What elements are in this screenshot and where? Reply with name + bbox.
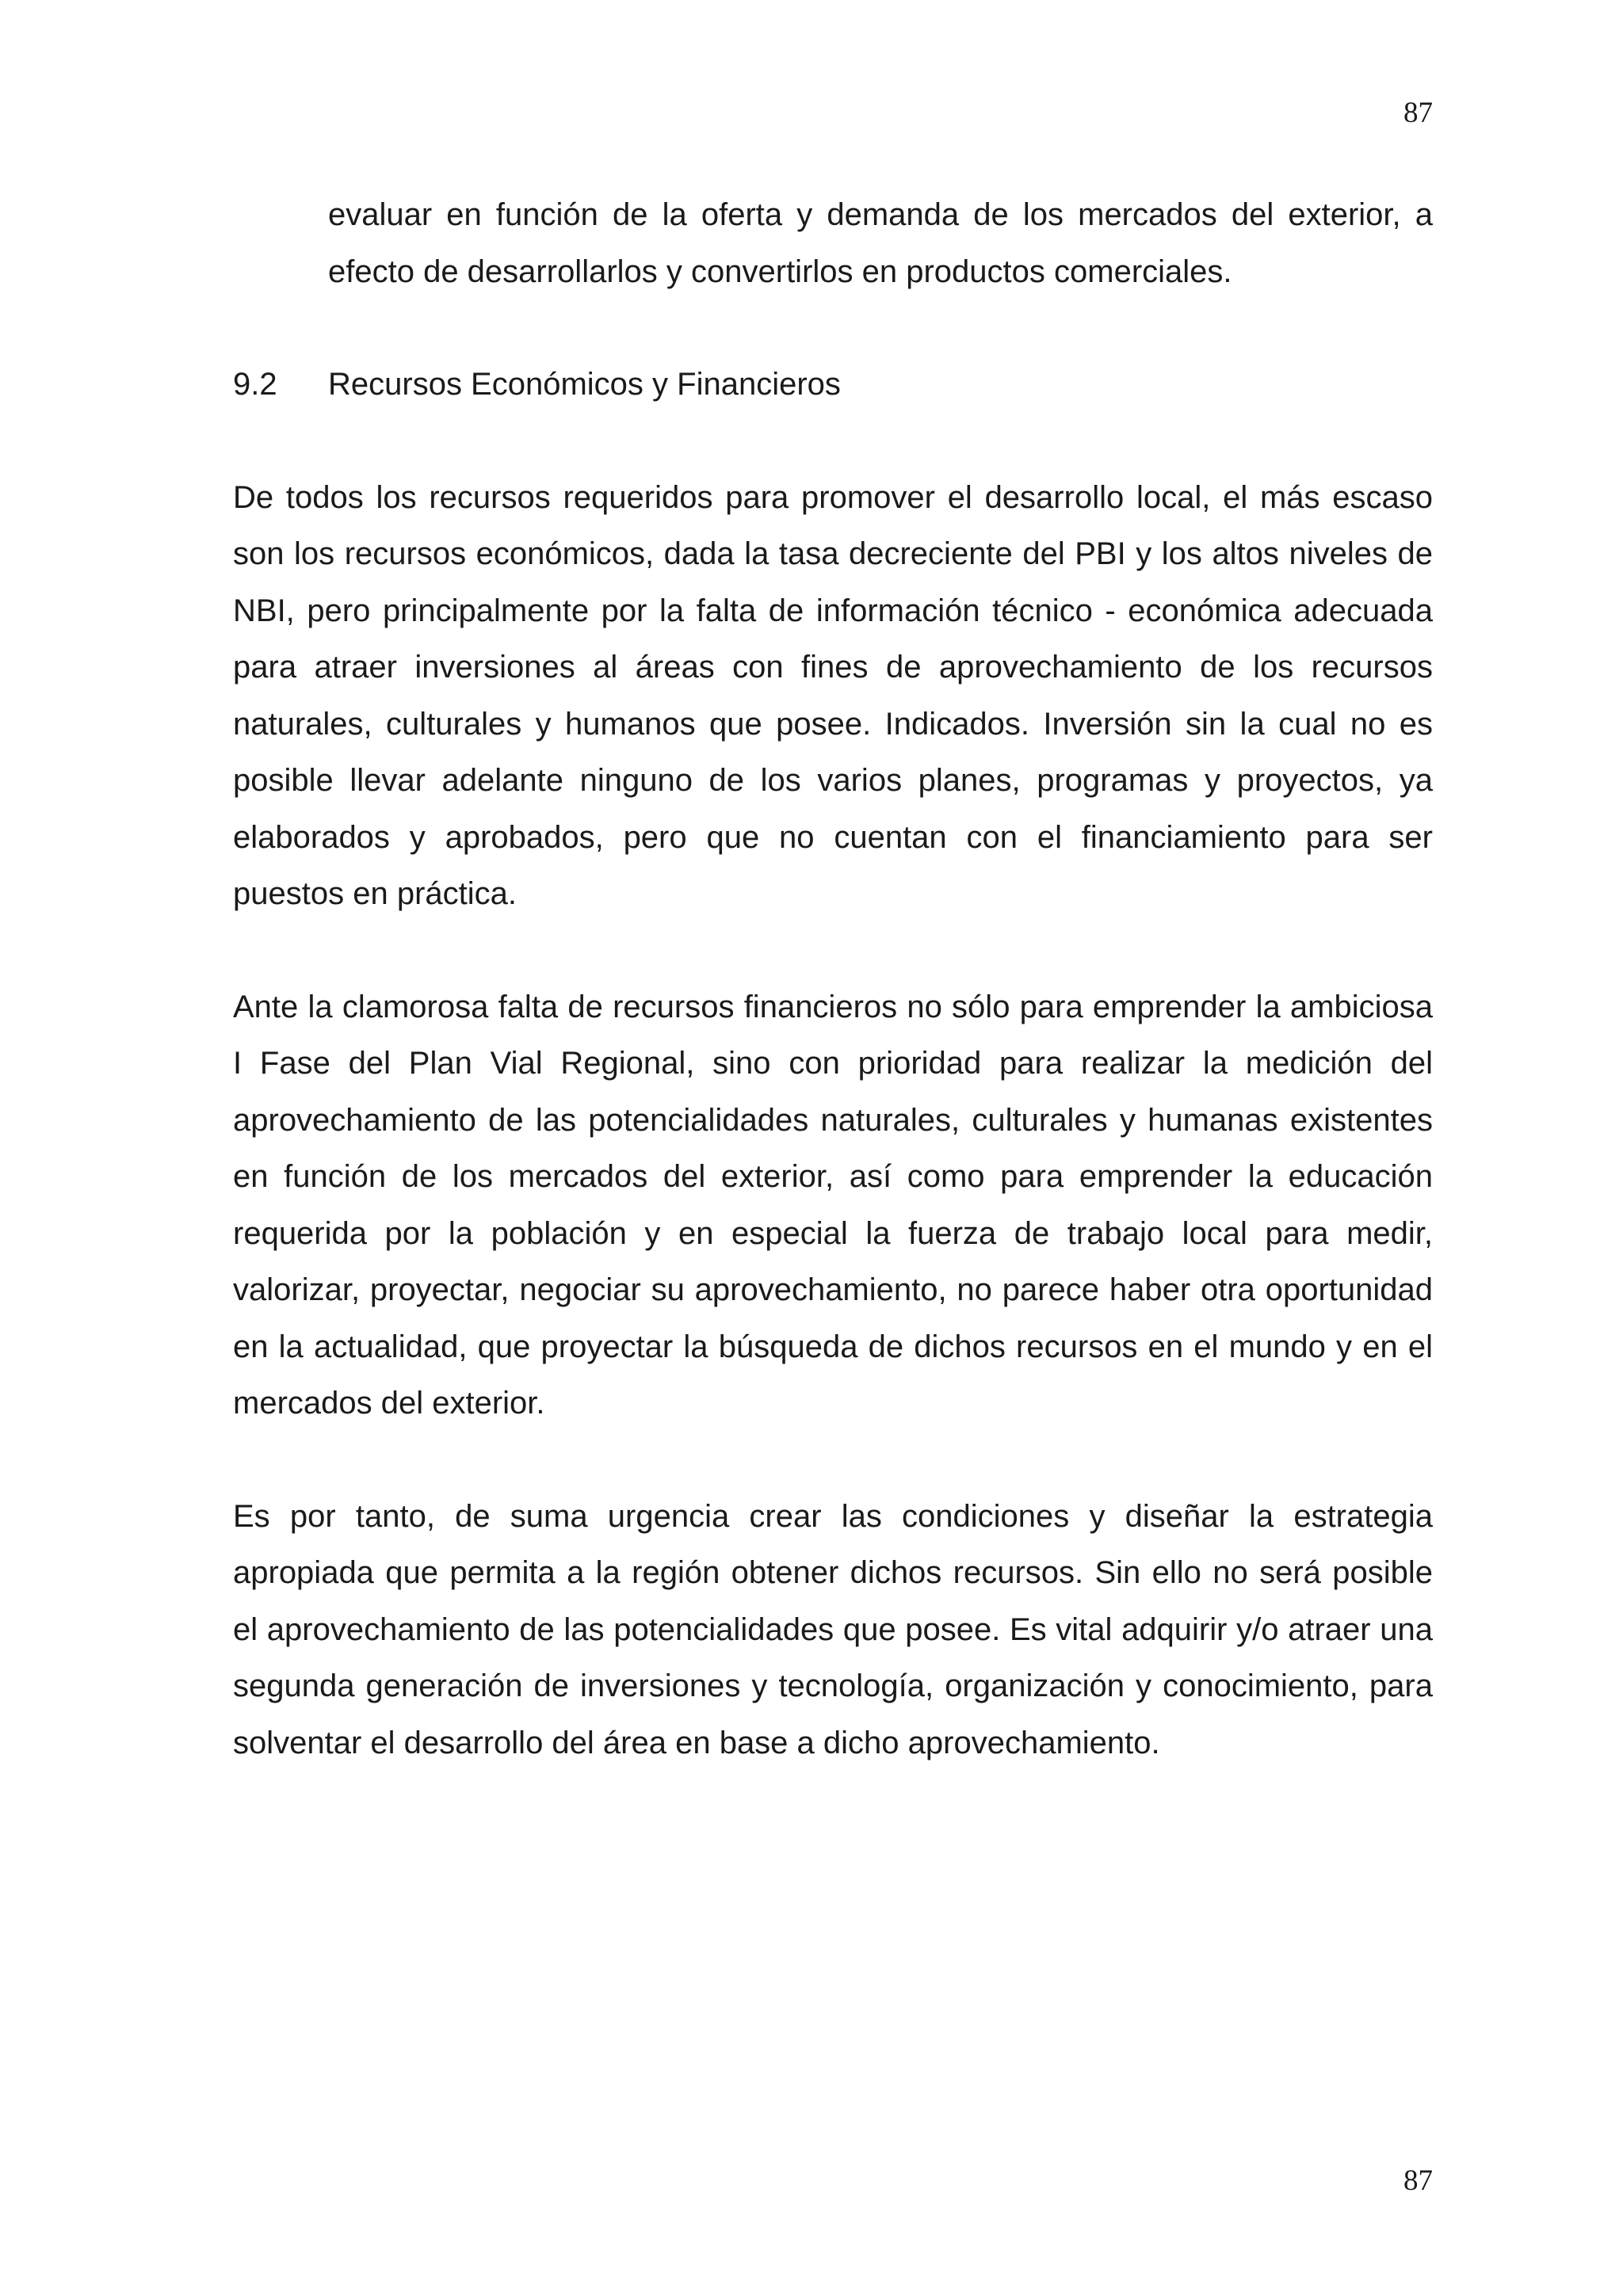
body-paragraph: De todos los recursos requeridos para promover el desarrollo local, el más escaso son los recursos económicos, dada la tasa decreciente del PBI y los altos niveles de NBI, pero principalmente por la falta de información técnico - económica adecuada para atraer inversiones al áreas con fines de aprovechamiento de los recursos naturales, culturales y humanos que posee. Indicados. Inversión sin la cual no es posible llevar adelante ninguno de los varios planes, programas y proyectos, ya elaborados y aprobados, pero que no cuentan con el financiamiento para ser puestos en práctica.: [233, 479, 1433, 911]
body-paragraph: Ante la clamorosa falta de recursos financieros no sólo para emprender la ambiciosa I Fase del Plan Vial Regional, sino con prioridad para realizar la medición del aprovechamiento de las potencialidades naturales, culturales y humanas existentes en función de los mercados del exterior, así como para emprender la educación requerida por la población y en especial la fuerza de trabajo local para medir, valorizar, proyectar, negociar su aprovechamiento, no parece haber otra oportunidad en la actualidad, que proyectar la búsqueda de dichos recursos en el mundo y en el mercados del exterior.: [233, 989, 1433, 1421]
section-number: 9.2: [233, 367, 277, 402]
continuation-paragraph: evaluar en función de la oferta y demanda de los mercados del exterior, a efecto de desarrollarlos y convertirlos en productos comerciales.: [328, 197, 1433, 289]
section-heading: [233, 357, 1433, 414]
section-title: Recursos Económicos y Financieros: [328, 367, 841, 402]
page-number-top: 87: [1403, 97, 1433, 129]
page-number-bottom: 87: [1403, 2164, 1433, 2197]
document-body: [233, 187, 1433, 1772]
body-paragraph: Es por tanto, de suma urgencia crear las condiciones y diseñar la estrategia apropiada que permita a la región obtener dichos recursos. Sin ello no será posible el aprovechamiento de las potencialidades que posee. Es vital adquirir y/o atraer una segunda generación de inversiones y tecnología, organización y conocimiento, para solventar el desarrollo del área en base a dicho aprovechamiento.: [233, 1498, 1433, 1760]
